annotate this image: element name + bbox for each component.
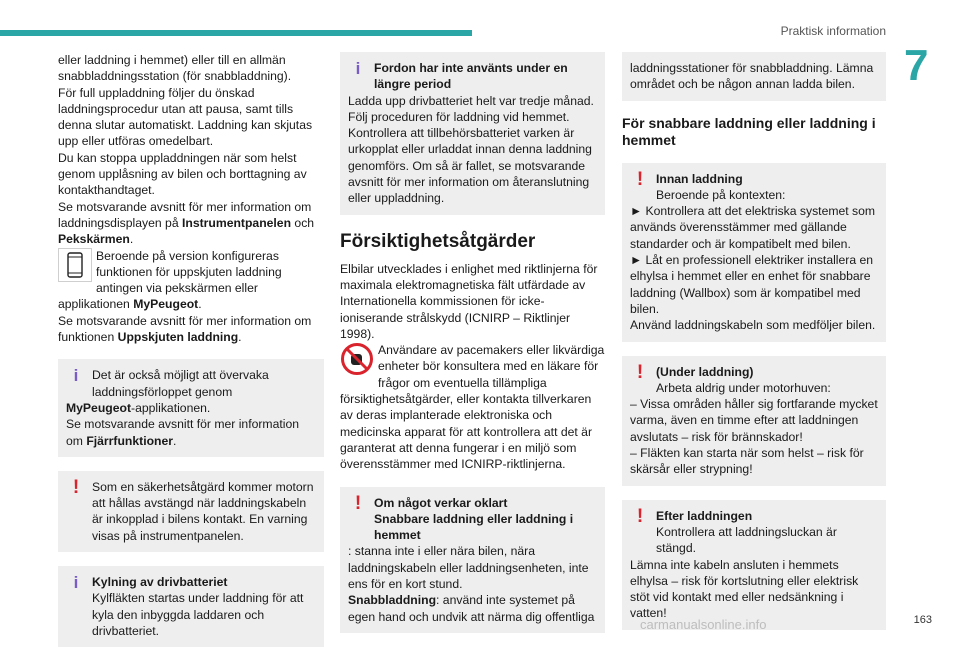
box-title xyxy=(630,168,878,190)
paragraph: Som en säkerhetsåtgärd kommer motorn att hållas avstängd när laddningskabeln är inkopplad i bilens kontakt. En varning visas på instrumentpanelen. xyxy=(92,479,314,543)
paragraph: Ladda upp drivbatteriet helt var tredje månad. Följ proceduren för laddning vid hemmet. Kontrollera att tillbehörsbatteriet varken är urkopplat eller urladdat innan denna laddning genomförs. Om så är fallet, se motsvarande avsnitt för mer information om återanslutning eller uppladdning. xyxy=(348,93,594,206)
page-number: 163 xyxy=(913,614,932,626)
text: . xyxy=(198,297,202,312)
paragraph: Lämna inte kabeln ansluten i hemmets elhylsa – risk för kortslutning eller elektrisk stöt vid kontakt med eller nedsänkning i vatten! xyxy=(630,557,859,621)
tablet-icon xyxy=(58,248,92,282)
info-box xyxy=(340,52,605,215)
warning-icon: ! xyxy=(636,361,644,383)
warning-box xyxy=(340,487,605,633)
info-icon: i xyxy=(73,573,79,593)
paragraph xyxy=(58,199,324,248)
info-icon: i xyxy=(73,366,79,386)
info-box xyxy=(58,359,324,456)
paragraph: ► Låt en professionell elektriker installera en elhylsa i hemmet eller en enhet för snabbare laddning (Wallbox) som är kompatibel med bilen. xyxy=(630,253,874,316)
paragraph: eller laddning i hemmet) eller till en allmän snabbladdningsstation (för snabbladdning). xyxy=(58,53,292,84)
bold-term: Snabbladdning xyxy=(348,593,437,608)
text: Se motsvarande avsnitt för mer information om laddningsdisplayen på xyxy=(58,199,312,230)
bold-term: Innan laddning xyxy=(656,171,743,186)
warning-icon: ! xyxy=(636,505,644,527)
warning-icon: ! xyxy=(636,168,644,190)
header-title: Praktisk information xyxy=(780,24,886,38)
text: Se motsvarande avsnitt för mer information om funktionen xyxy=(58,313,312,345)
bold-term: Pekskärmen xyxy=(58,232,130,247)
paragraph: För full uppladdning följer du önskad laddningsprocedur utan att pausa, samt tills denna slutar automatiskt. Laddning kan skjutas upp eller utföras omedelbart. xyxy=(58,85,313,149)
paragraph xyxy=(58,313,324,346)
box-title xyxy=(630,505,878,527)
paragraph: Kylfläkten startas under laddning för att kyla den inbyggda laddaren och drivbatteriet. xyxy=(92,591,304,638)
text: . xyxy=(129,232,134,247)
text: : använd inte systemet på egen hand och undvik att närma dig offentliga xyxy=(348,593,595,624)
warning-box-continued xyxy=(622,52,886,101)
box-title xyxy=(66,573,316,593)
info-icon: i xyxy=(355,59,361,78)
bold-term: Efter laddningen xyxy=(656,508,753,523)
warning-box xyxy=(622,500,886,630)
warning-box xyxy=(58,471,324,552)
paragraph: Beroende på kontexten: xyxy=(656,187,786,202)
paragraph xyxy=(66,400,316,416)
box-title xyxy=(630,361,878,383)
paragraph xyxy=(66,367,316,400)
paragraph xyxy=(340,342,605,472)
chapter-number: 7 xyxy=(904,41,929,90)
header-accent-bar xyxy=(0,30,472,36)
paragraph: laddningsstationer för snabbladdning. Lämna området och be någon annan ladda bilen. xyxy=(630,61,874,92)
warning-icon: ! xyxy=(72,476,80,498)
text: . xyxy=(173,433,177,448)
warning-box xyxy=(622,356,886,486)
column-3 xyxy=(622,52,886,630)
info-box xyxy=(58,566,324,647)
paragraph: Arbeta aldrig under motorhuven: xyxy=(656,380,831,395)
bold-term: MyPeugeot xyxy=(66,400,132,415)
paragraph: Kontrollera att laddningsluckan är stängd. xyxy=(656,524,837,556)
text: Beroende på version konfigureras funktionen för uppskjuten laddning antingen via pekskärmen eller applikationen xyxy=(58,248,282,312)
box-title xyxy=(348,511,597,544)
paragraph: Elbilar utvecklades i enlighet med riktlinjerna för maximala elektromagnetiska fält utfärdade av Internationella kommissionen för icke-ioniserande strålskydd (ICNIRP – Riktlinjer 1998). xyxy=(340,261,598,341)
bold-term: Fjärrfunktioner xyxy=(86,433,174,448)
bold-term: MyPeugeot xyxy=(133,297,199,312)
bold-term: Instrumentpanelen xyxy=(182,215,292,230)
paragraph: Använd laddningskabeln som medföljer bilen. xyxy=(630,318,876,333)
pacemaker-prohibited-icon xyxy=(340,342,374,376)
text: Det är också möjligt att övervaka laddningsförloppet genom xyxy=(92,368,269,399)
paragraph xyxy=(58,248,324,313)
bold-term: Fordon har inte använts under en längre period xyxy=(374,61,568,92)
bold-term: Om något verkar oklart xyxy=(374,495,508,510)
warning-box xyxy=(622,163,886,342)
text: . xyxy=(238,330,242,345)
bold-term: (Under laddning) xyxy=(656,364,754,379)
bold-term: Snabbare laddning eller laddning i hemmet xyxy=(374,511,574,543)
section-heading: För snabbare laddning eller laddning i hemmet xyxy=(622,114,876,148)
bold-term: Kylning av drivbatteriet xyxy=(92,575,228,590)
paragraph: – Vissa områden håller sig fortfarande mycket varma, även en timme efter att laddningen avslutats – risk för brännskador! xyxy=(630,397,878,444)
text: : stanna inte i eller nära bilen, nära laddningskabeln eller laddningsenheten, inte ens för en kort stund. xyxy=(348,544,589,592)
text: -applikationen. xyxy=(131,400,211,415)
text: och xyxy=(291,215,315,230)
paragraph: – Fläkten kan starta när som helst – risk för skärsår eller strypning! xyxy=(630,446,864,477)
paragraph: ► Kontrollera att det elektriska systemet som används överensstämmer med gällande standarder och är kompatibelt med bilen. xyxy=(630,204,876,251)
warning-icon: ! xyxy=(354,492,362,514)
bold-term: Uppskjuten laddning xyxy=(117,330,239,345)
box-title xyxy=(348,60,597,93)
paragraph xyxy=(348,592,597,625)
text: Användare av pacemakers eller likvärdiga enheter bör konsultera med en läkare för frågor om eventuella tillämpliga försiktighetsåtgärder, eller kontakta tillverkaren av deras implanterade elektroniska och medicinska apparat för att kontrollera att det är garanterat att denna fungerar i en miljö som överensstämmer med ICNIRP-riktlinjerna. xyxy=(340,343,605,472)
section-heading: Försiktighetsåtgärder xyxy=(340,230,536,252)
text: Se motsvarande avsnitt för mer information om xyxy=(66,417,300,448)
paragraph: Du kan stoppa uppladdningen när som helst genom upplåsning av bilen och borttagning av kontakthandtaget. xyxy=(58,150,307,198)
paragraph xyxy=(348,543,597,592)
paragraph xyxy=(66,416,316,449)
box-title xyxy=(348,492,597,514)
column-2 xyxy=(340,52,605,633)
watermark: carmanualsonline.info xyxy=(640,617,767,632)
column-1 xyxy=(58,52,324,647)
